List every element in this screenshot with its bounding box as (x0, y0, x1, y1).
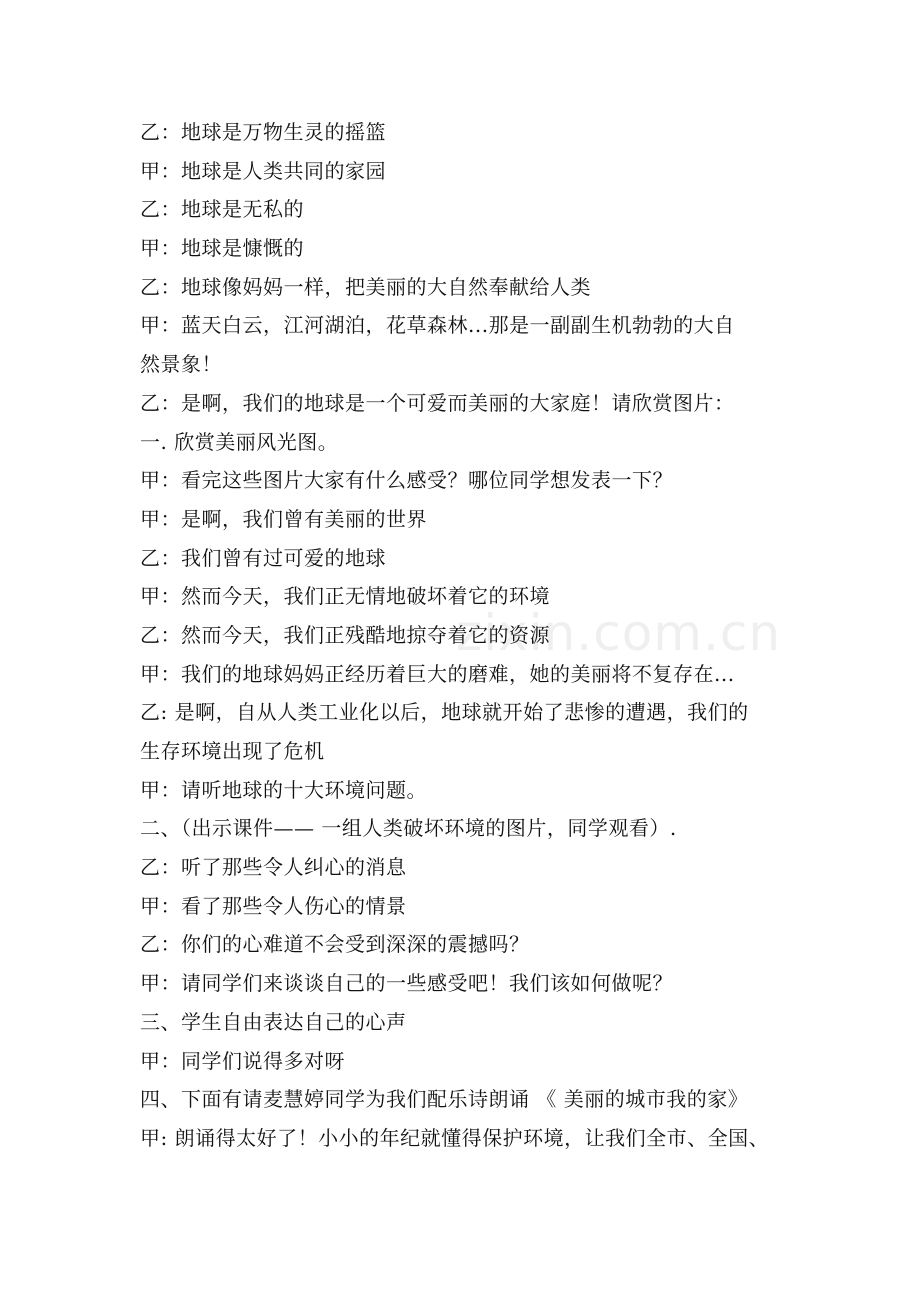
text-line: 乙：地球像妈妈一样，把美丽的大自然奉献给人类 (140, 274, 591, 299)
text-line: 甲：请听地球的十大环境问题。 (140, 777, 427, 802)
text-line: 乙：我们曾有过可爱的地球 (140, 545, 386, 570)
text-line: 甲：是啊，我们曾有美丽的世界 (140, 506, 427, 531)
section-heading: 二、（出示课件—— 一组人类破坏环境的图片，同学观看）. (140, 816, 677, 841)
text-line: 甲：请同学们来谈谈自己的一些感受吧！我们该如何做呢？ (140, 971, 673, 996)
text-line: 甲：地球是慷慨的 (140, 236, 304, 261)
text-line: 甲: 朗诵得太好了！小小的年纪就懂得保护环境，让我们全市、全国、 (140, 1125, 770, 1150)
section-heading: 四、下面有请麦慧婷同学为我们配乐诗朗诵 《 美丽的城市我的家》 (140, 1087, 749, 1112)
text-line: 乙：然而今天，我们正残酷地掠夺着它的资源 (140, 622, 550, 647)
text-line: 然景象！ (140, 352, 222, 377)
text-line: 乙：地球是万物生灵的摇篮 (140, 120, 386, 144)
section-heading: 一. 欣赏美丽风光图。 (140, 429, 339, 454)
text-line: 乙：地球是无私的 (140, 197, 304, 222)
text-line: 甲：我们的地球妈妈正经历着巨大的磨难，她的美丽将不复存在... (140, 661, 735, 686)
section-heading: 三、学生自由表达自己的心声 (140, 1009, 407, 1034)
text-line: 甲：然而今天，我们正无情地破坏着它的环境 (140, 584, 550, 609)
text-line: 乙: 是啊，自从人类工业化以后，地球就开始了悲惨的遭遇，我们的 (140, 700, 749, 725)
text-line: 甲：蓝天白云，江河湖泊，花草森林...那是一副副生机勃勃的大自 (140, 313, 735, 338)
text-line: 甲：看了那些令人伤心的情景 (140, 893, 407, 918)
text-line: 甲：看完这些图片大家有什么感受？哪位同学想发表一下？ (140, 468, 673, 493)
text-line: 乙：听了那些令人纠心的消息 (140, 855, 407, 880)
text-line: 甲：同学们说得多对呀 (140, 1048, 345, 1073)
text-line: 甲：地球是人类共同的家园 (140, 158, 386, 183)
text-line: 乙：你们的心难道不会受到深深的震撼吗？ (140, 932, 530, 957)
document-body (140, 113, 800, 1158)
watermark-text: zixin.com.cn (456, 604, 782, 662)
text-line: 生存环境出现了危机 (140, 739, 325, 763)
text-line: 乙：是啊，我们的地球是一个可爱而美丽的大家庭！请欣赏图片： (140, 390, 735, 415)
